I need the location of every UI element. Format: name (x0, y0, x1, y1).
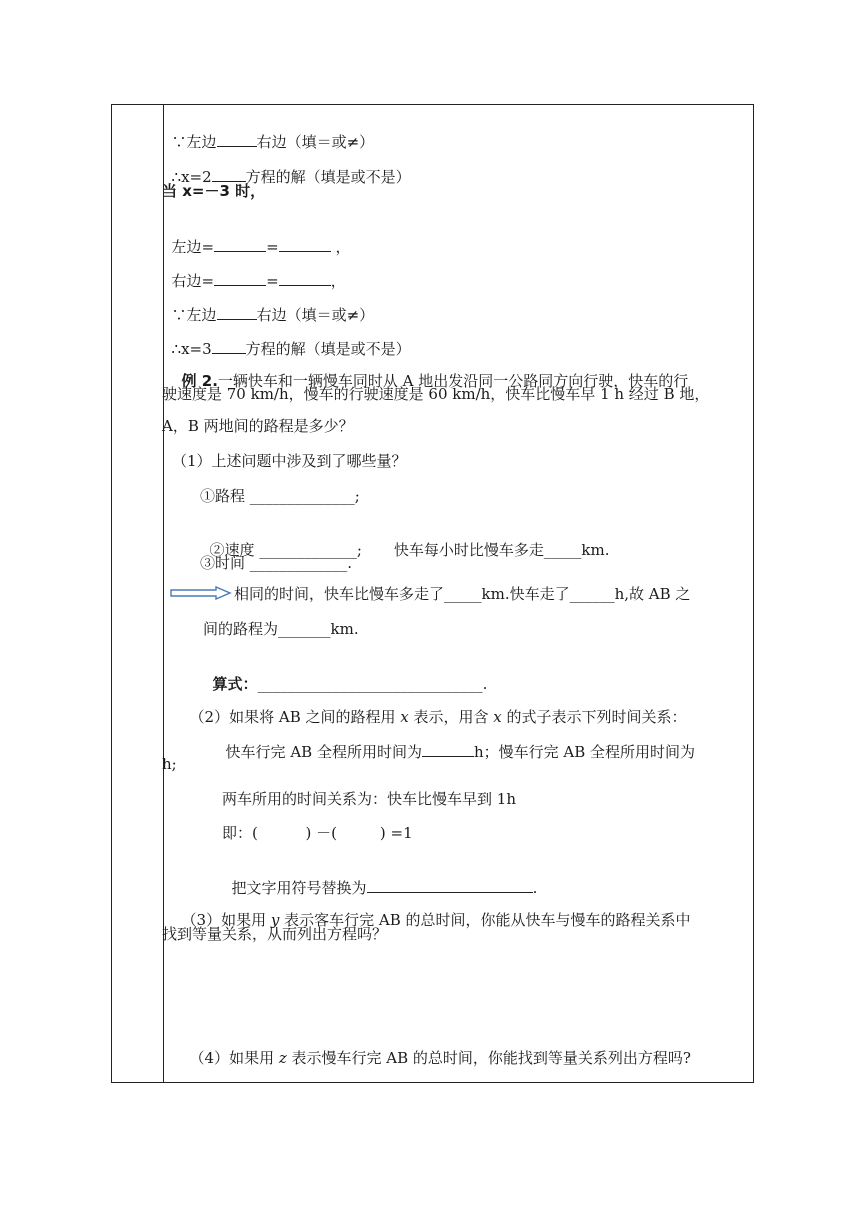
text: = (266, 238, 279, 256)
variable: x (400, 708, 409, 726)
text: 左边= (171, 238, 215, 256)
text: ∵左边 (171, 306, 217, 324)
item-time: ③时间 _____________. (200, 554, 353, 572)
text: 表示客车行完 AB 的总时间，你能从快车与慢车的路程关系中 (279, 911, 691, 929)
question-1: （1）上述问题中涉及到了哪些量？ (172, 452, 407, 470)
variable: z (278, 1049, 287, 1067)
q2-line-4: 即：( ) －( ) =1 (222, 824, 413, 842)
text: 快车行完 AB 全程所用时间为 (225, 743, 422, 761)
text: ______________________________. (257, 675, 488, 693)
arrow-line-1: 相同的时间，快车比慢车多走了_____km.快车走了______h,故 AB 之 (234, 585, 691, 603)
text: 表示慢车行完 AB 的总时间，你能找到等量关系列出方程吗? (286, 1049, 691, 1067)
example-line-3: A，B 两地间的路程是多少？ (162, 417, 354, 435)
text: 一辆快车和一辆慢车同时从 A 地出发沿同一公路同方向行驶，快车的行 (217, 372, 689, 390)
blank (212, 166, 246, 182)
question-4 (180, 1028, 691, 1068)
variable: y (270, 911, 280, 929)
text: h；慢车行完 AB 全程所用时间为 (473, 743, 696, 761)
blank (217, 131, 257, 147)
hollow-right-arrow-icon (170, 586, 232, 600)
arrow-line-2: 间的路程为_______km. (203, 620, 359, 638)
formula-label: 算式： (212, 675, 258, 693)
text: ∴x=2 (171, 168, 212, 186)
text: = (266, 272, 279, 290)
text: 右边（填＝或≠） (256, 133, 375, 151)
blank (422, 741, 474, 757)
text: （2）如果将 AB 之间的路程用 (189, 708, 401, 726)
text: （4）如果用 (189, 1049, 279, 1067)
text: 表示，用含 (408, 708, 494, 726)
text: 快车每小时比慢车多走_____km. (393, 541, 610, 559)
q2-line-2: h; (162, 755, 177, 773)
text: ， (330, 272, 346, 290)
line-when-x: 当 x=－3 时， (162, 182, 266, 200)
example-label: 例 2. (181, 372, 218, 390)
text: . (532, 879, 538, 897)
text: ②速度 _____________; (209, 541, 362, 559)
text: 把文字用符号替换为 (231, 879, 367, 897)
example-line-2: 驶速度是 70 km/h，慢车的行驶速度是 60 km/h，快车比慢车早 1 h 经过 B 地， (162, 385, 710, 403)
text: 右边（填＝或≠） (256, 306, 375, 324)
text: 的式子表示下列时间关系： (501, 708, 687, 726)
variable: x (493, 708, 502, 726)
text: 方程的解（填是或不是） (245, 168, 411, 186)
q2-line-1 (216, 721, 695, 762)
q2-line-3: 两车所用的时间关系为：快车比慢车早到 1h (222, 790, 516, 808)
item-distance: ①路程 ______________; (200, 487, 360, 505)
text: ∴x=3 (171, 340, 212, 358)
text: （3）如果用 (181, 911, 271, 929)
text: ∵左边 (171, 133, 217, 151)
text: 右边= (171, 272, 215, 290)
question-3-line-2: 找到等量关系，从而列出方程吗？ (162, 925, 388, 943)
text: 方程的解（填是或不是） (245, 340, 411, 358)
text: ， (330, 238, 351, 256)
